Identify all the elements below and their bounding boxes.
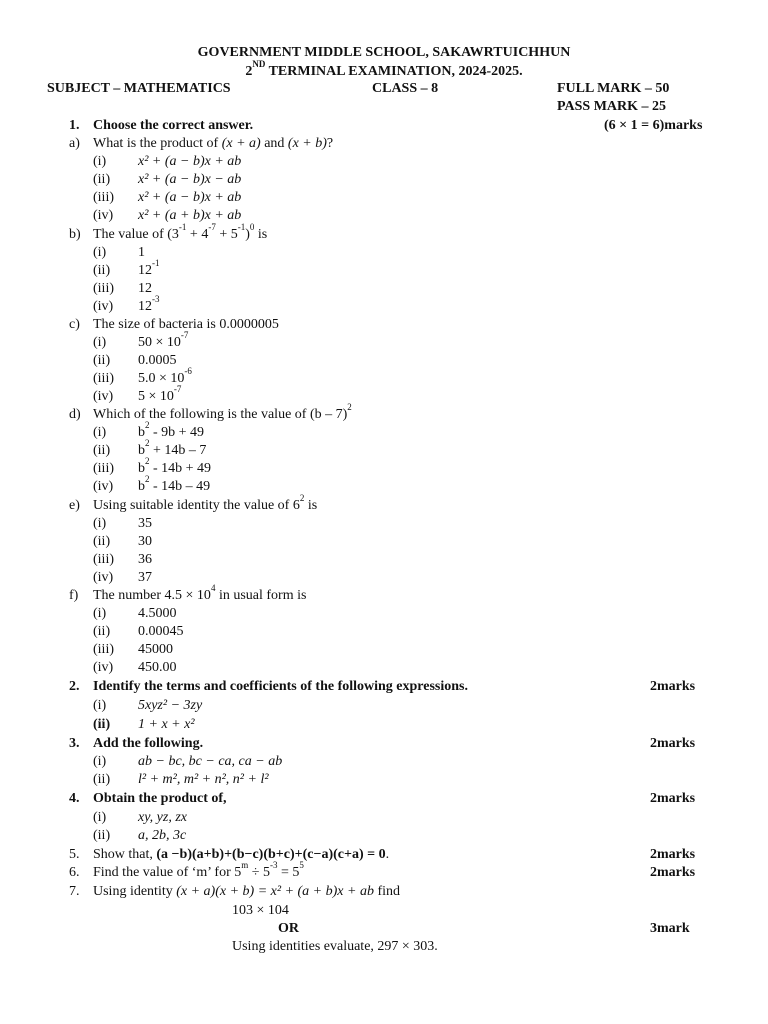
q1e-label: e) [69,498,80,513]
q2-marks: 2marks [650,679,696,694]
option-text: 45000 [138,642,173,657]
option-number: (ii) [93,443,111,458]
q1-marks: (6 × 1 = 6)marks [604,118,703,133]
q7-marks: 3mark [650,921,690,936]
q1d-question: Which of the following is the value of (b – 7)$^2$ [93,402,352,422]
q4-marks: 2marks [650,791,696,806]
option-text: 1 + x + x² [138,717,195,732]
option-number: (ii) [93,263,111,278]
q6-number: 6. [69,865,80,880]
or-separator: OR [278,921,299,936]
q1f-question: The number $4.5 \times 10^4$ in usual form is [93,583,307,603]
option-number: (iii) [93,371,114,386]
q1-number: 1. [69,118,80,133]
option-number: (iii) [93,190,114,205]
q5-number: 5. [69,847,80,862]
option-number: (ii) [93,172,111,187]
option-number: (i) [93,606,107,621]
option-number: (iii) [93,552,114,567]
q1b-label: b) [69,227,81,242]
q3-marks: 2marks [650,736,696,751]
option-text: 5xyz² − 3zy [138,698,203,713]
option-number: (i) [93,245,107,260]
q1-title: Choose the correct answer. [93,118,254,133]
option-text: x² + (a − b)x + ab [138,190,242,205]
option-number: (ii) [93,828,111,843]
option-text: a, 2b, 3c [138,828,187,843]
option-number: (ii) [93,624,111,639]
option-text: 37 [138,570,152,585]
option-number: (iv) [93,570,114,585]
q4-title: Obtain the product of, [93,791,227,806]
pass-mark: PASS MARK – 25 [557,99,667,114]
option-text: $b^2 - 9b + 49$ [138,420,205,440]
q6-marks: 2marks [650,865,696,880]
option-number: (ii) [93,772,111,787]
option-number: (iv) [93,299,114,314]
option-text: xy, yz, zx [138,810,187,825]
q2-number: 2. [69,679,80,694]
option-number: (iii) [93,461,114,476]
q7-alternative: Using identities evaluate, 297 × 303. [232,939,438,954]
class-label: CLASS – 8 [372,81,439,96]
school-name: GOVERNMENT MIDDLE SCHOOL, SAKAWRTUICHHUN [197,45,571,60]
option-number: (iv) [93,479,114,494]
option-text: 35 [138,516,152,531]
option-text: $b^2 - 14b + 49$ [138,456,212,476]
option-number: (i) [93,154,107,169]
q1d-label: d) [69,407,81,422]
q5-question: Show that, (a −b)(a+b)+(b−c)(b+c)+(c−a)(c+a) = 0. [93,847,390,862]
q6-question: Find the value of ‘m’ for $5^m \div 5^{-3} = 5^5$ [93,860,304,880]
exam-title: 2ND TERMINAL EXAMINATION, 2024-2025. [245,59,523,79]
option-number: (i) [93,425,107,440]
option-number: (i) [93,698,107,713]
q1f-label: f) [69,588,79,603]
subject-label: SUBJECT – MATHEMATICS [47,81,231,96]
full-mark: FULL MARK – 50 [557,81,670,96]
q2-title: Identify the terms and coefficients of the following expressions. [93,679,468,694]
option-text: $b^2 - 14b - 49$ [138,474,211,494]
q4-number: 4. [69,791,80,806]
option-text: 4.5000 [138,606,177,621]
option-number: (iv) [93,208,114,223]
q1e-question: Using suitable identity the value of $6^2$ is [93,493,318,513]
option-number: (i) [93,754,107,769]
option-text: $50 \times 10^{-7}$ [138,330,189,350]
option-number: (i) [93,335,107,350]
q1a-label: a) [69,136,80,151]
q1b-question: The value of $(3^{-1} + 4^{-7} + 5^{-1})^0$ is [93,222,268,242]
option-number: (ii) [93,353,111,368]
q3-title: Add the following. [93,736,204,751]
option-text: 30 [138,534,152,549]
option-text: 0.00045 [138,624,184,639]
q7-number: 7. [69,884,80,899]
option-text: 450.00 [138,660,177,675]
option-text: x² + (a − b)x − ab [138,172,242,187]
option-text: x² + (a − b)x + ab [138,154,242,169]
option-text: x² + (a + b)x + ab [138,208,242,223]
option-number: (i) [93,516,107,531]
option-number: (iv) [93,389,114,404]
q3-number: 3. [69,736,80,751]
q7-question: Using identity (x + a)(x + b) = x² + (a + b)x + ab find [93,884,401,899]
option-number: (iii) [93,281,114,296]
option-text: $b^2 + 14b - 7$ [138,438,207,458]
option-text: $5 \times 10^{-7}$ [138,384,182,404]
q1c-question: The size of bacteria is 0.0000005 [93,317,279,332]
q5-marks: 2marks [650,847,696,862]
option-text: $12^{-3}$ [138,294,160,314]
q1a-question: What is the product of (x + a) and (x + b)? [93,136,334,151]
option-text: l² + m², m² + n², n² + l² [138,772,269,787]
option-text: 36 [138,552,152,567]
option-text: 0.0005 [138,353,177,368]
option-text: $5.0 \times 10^{-6}$ [138,366,192,386]
option-text: 12 [138,281,152,296]
q7-expression: 103 × 104 [232,903,289,918]
option-number: (ii) [93,534,111,549]
q1c-label: c) [69,317,80,332]
option-number: (ii) [93,717,111,732]
option-text: ab − bc, bc − ca, ca − ab [138,754,283,769]
option-number: (iv) [93,660,114,675]
option-text: 1 [138,245,145,260]
option-number: (i) [93,810,107,825]
option-text: $12^{-1}$ [138,258,160,278]
option-number: (iii) [93,642,114,657]
